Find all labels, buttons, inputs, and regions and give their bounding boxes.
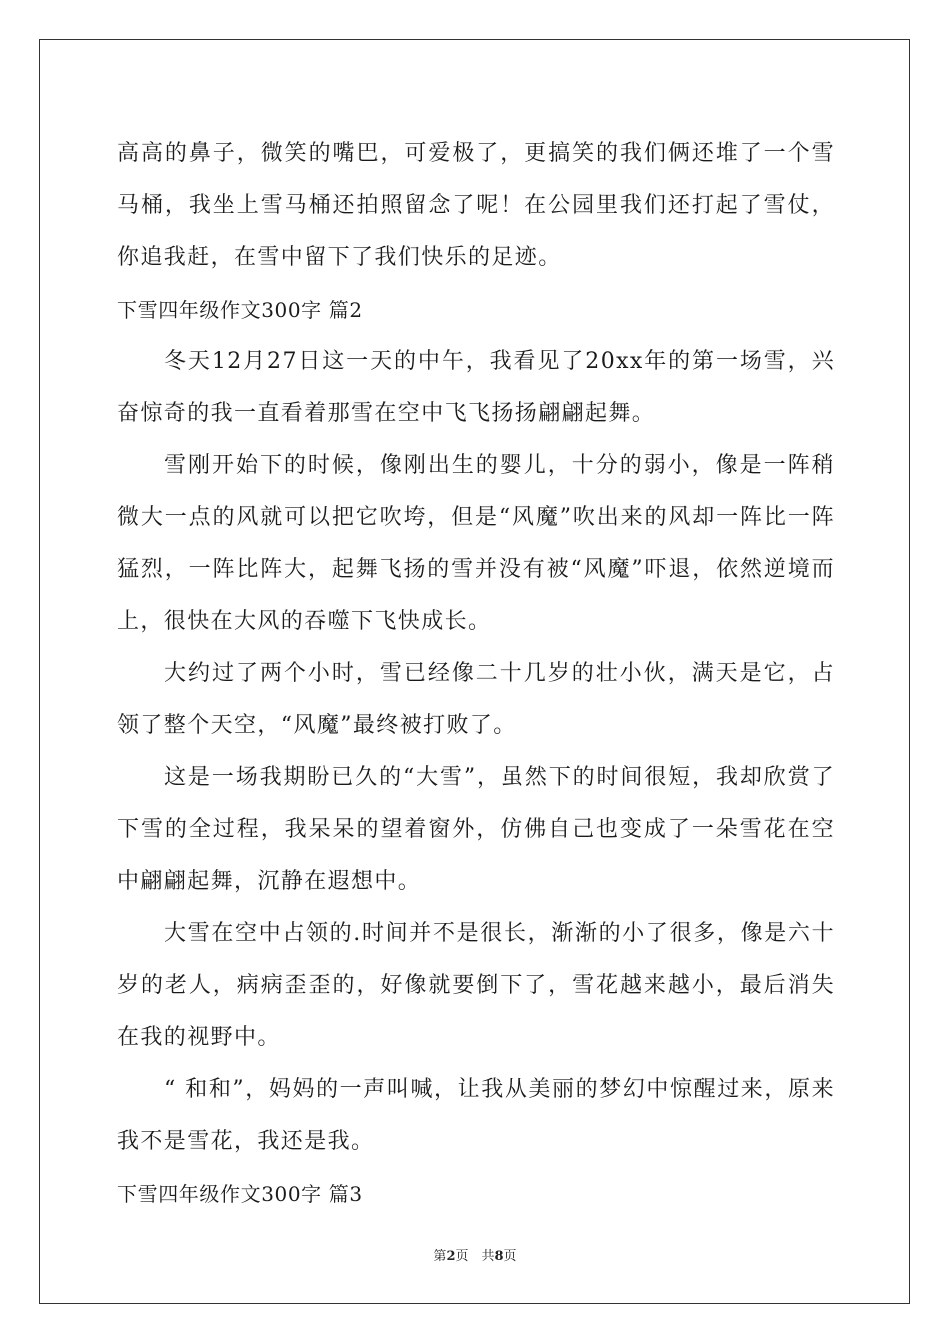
paragraph: 这是一场我期盼已久的“大雪”，虽然下的时间很短，我却欣赏了下雪的全过程，我呆呆的望着窗外，仿佛自己也变成了一朵雪花在空中翩翩起舞，沉静在遐想中。 <box>117 765 835 894</box>
document-body <box>117 128 835 1220</box>
paragraph: 冬天12月27日这一天的中午，我看见了20xx年的第一场雪，兴奋惊奇的我一直看着那雪在空中飞飞扬扬翩翩起舞。 <box>117 349 835 426</box>
section-heading: 下雪四年级作文300字 篇3 <box>117 1182 363 1206</box>
footer-prefix: 第 <box>433 1249 447 1264</box>
section-heading: 下雪四年级作文300字 篇2 <box>117 298 363 322</box>
paragraph: 大雪在空中占领的.时间并不是很长，渐渐的小了很多，像是六十岁的老人，病病歪歪的，好像就要倒下了，雪花越来越小，最后消失在我的视野中。 <box>117 921 835 1050</box>
paragraph: 大约过了两个小时，雪已经像二十几岁的壮小伙，满天是它，占领了整个天空，“风魔”最终被打败了。 <box>117 661 835 738</box>
paragraph: “ 和和”，妈妈的一声叫喊，让我从美丽的梦幻中惊醒过来，原来我不是雪花，我还是我。 <box>117 1077 835 1154</box>
page-footer <box>0 1248 950 1266</box>
footer-middle: 页 共 <box>455 1249 495 1264</box>
paragraph: 雪刚开始下的时候，像刚出生的婴儿，十分的弱小，像是一阵稍微大一点的风就可以把它吹垮，但是“风魔”吹出来的风却一阵比一阵猛烈，一阵比阵大，起舞飞扬的雪并没有被“风魔”吓退，依然逆境而上，很快在大风的吞噬下飞快成长。 <box>117 453 835 634</box>
paragraph: 高高的鼻子，微笑的嘴巴，可爱极了，更搞笑的我们俩还堆了一个雪马桶，我坐上雪马桶还拍照留念了呢！在公园里我们还打起了雪仗，你追我赶，在雪中留下了我们快乐的足迹。 <box>117 141 835 270</box>
footer-page-number: 2 <box>446 1249 456 1264</box>
footer-total-pages: 8 <box>494 1249 504 1264</box>
footer-suffix: 页 <box>503 1249 517 1264</box>
